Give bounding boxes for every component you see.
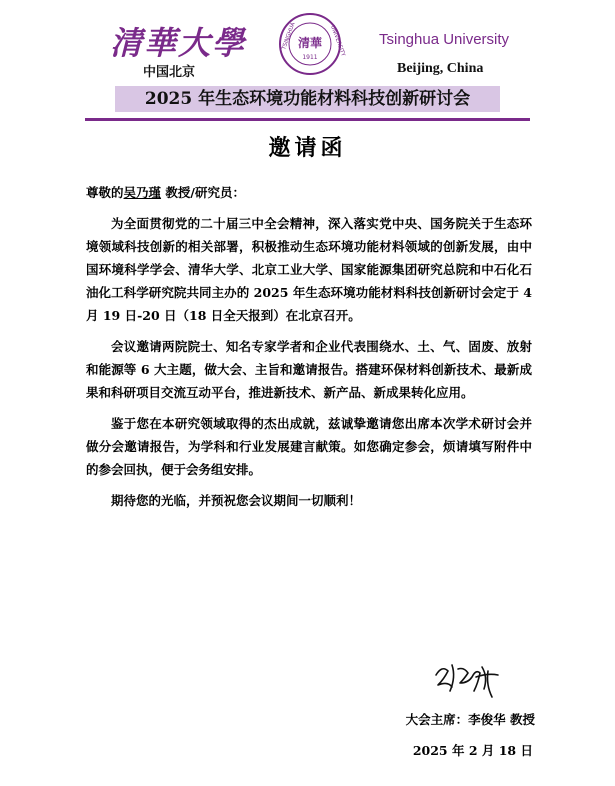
seal-text-left: TSINGHUA — [281, 21, 297, 51]
seal-year: 1911 — [302, 54, 318, 61]
header-rule — [85, 118, 530, 121]
city-cn: 中国北京 — [143, 65, 196, 80]
salutation — [86, 183, 245, 201]
salutation-prefix: 尊敬的 — [86, 185, 124, 200]
tsinghua-seal-icon — [278, 12, 346, 76]
seal-center-text: 清華 — [297, 36, 323, 50]
conference-banner: 2025 年生态环境功能材料科技创新研讨会 — [115, 86, 500, 112]
logo-calligraphy: 清華大學 — [110, 24, 247, 62]
paragraph: 会议邀请两院院士、知名专家学者和企业代表围绕水、土、气、固废、放射和能源等 6 大主题，做大会、主旨和邀请报告。搭建环保材料创新技术、最新成果和科研项目交流互动平台，推进新技术、新产品、新成果转化应用。 — [86, 339, 532, 400]
paragraph: 为全面贯彻党的二十届三中全会精神，深入落实党中央、国务院关于生态环境领域科技创新的相关部署，积极推动生态环境功能材料领域的创新发展，由中国环境科学学会、清华大学、北京工业大学、国家能源集团研究总院和中石化石油化工科学研究院共同主办的 2025 年生态环境功能材料科技创新研讨会定于 4 月 19 日-20 日（18 日全天报到）在北京召开。 — [86, 216, 532, 323]
seal-text-right: UNIVERSITY — [329, 24, 346, 58]
recipient-name: 吴乃瑾 — [123, 185, 162, 200]
letter-body — [86, 212, 532, 520]
paragraph: 鉴于您在本研究领域取得的杰出成就，兹诚挚邀请您出席本次学术研讨会并做分会邀请报告，为学科和行业发展建言献策。如您确定参会，烦请填写附件中的参会回执，便于会务组安排。 — [86, 416, 532, 477]
handwritten-signature — [430, 655, 510, 699]
paragraph: 期待您的光临，并预祝您会议期间一切顺利！ — [111, 493, 362, 508]
letter-title: 邀请函 — [268, 135, 347, 161]
chair-signature-line: 大会主席：李俊华 教授 — [405, 712, 535, 727]
city-en: Beijing, China — [397, 61, 484, 76]
salutation-suffix: 教授/研究员： — [161, 185, 245, 200]
university-name-en: Tsinghua University — [379, 31, 510, 48]
letter-date: 2025 年 2 月 18 日 — [412, 743, 533, 758]
